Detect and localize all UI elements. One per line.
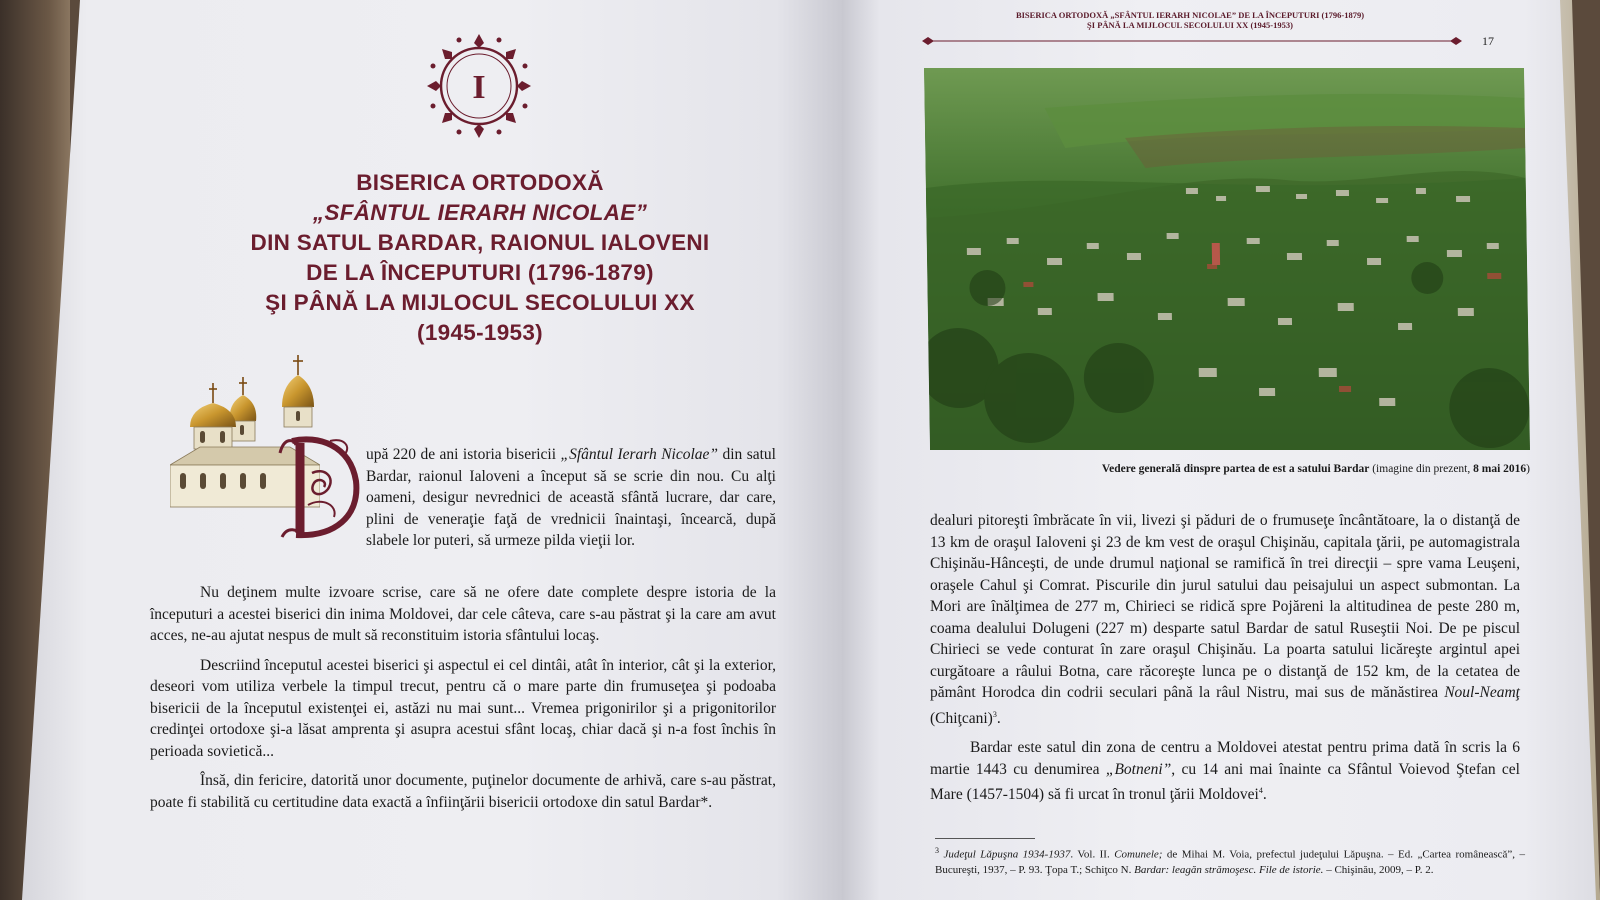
monastery-name: Noul-Neamţ <box>1444 684 1520 701</box>
title-line: DE LA ÎNCEPUTURI (1796-1879) <box>306 260 654 285</box>
paragraph-text: (Chiţcani) <box>930 709 993 727</box>
title-line: BISERICA ORTODOXĂ <box>356 170 604 195</box>
running-head-line: ŞI PÂNĂ LA MIJLOCUL SECOLULUI XX (1945-1953) <box>1087 20 1293 30</box>
page-number: 17 <box>1482 34 1494 48</box>
right-body <box>930 510 1520 806</box>
paragraph: Nu deţinem multe izvoare scrise, care să ne ofere date complete despre istoria de la începuturi a acestei biserici din inima Moldovei, dar cele câteva, care s-au păstrat şi la care am avut acces, ne-au ajutat nespus de mult să reconstituim istoria sfântului locaş. <box>150 584 776 644</box>
title-line: DIN SATUL BARDAR, RAIONUL IALOVENI <box>250 230 710 255</box>
caption-text: (imagine din prezent, <box>1369 463 1474 475</box>
paragraph-text: . <box>1262 786 1267 804</box>
church-name: „Sfântul Ierarh Nicolae” <box>560 446 719 463</box>
footnote-text: Bardar: leagăn strămoşesc. File de istorie. <box>1134 863 1324 876</box>
paragraph-text: , cu 14 ani mai înainte ca Sfântul Voievod Ştefan cel Mare (1457-1504) să fi urcat în tronul ţării Moldovei <box>930 760 1520 804</box>
drop-cap <box>278 433 362 543</box>
footnote-rule <box>935 838 1035 839</box>
intro-paragraph <box>366 444 776 552</box>
photo-caption <box>930 463 1530 475</box>
footnote <box>935 843 1525 878</box>
caption-date: 8 mai 2016 <box>1473 463 1527 475</box>
footnote-ref[interactable]: 3 <box>992 709 997 719</box>
footnote-text: Judeţul Lăpuşna 1934-1937 <box>943 848 1071 861</box>
chapter-emblem <box>423 30 535 142</box>
footnote-text: . Vol. II. <box>1070 848 1115 861</box>
running-head <box>960 10 1420 30</box>
paragraph <box>930 737 1520 806</box>
header-rule <box>922 36 1462 46</box>
running-head-line: BISERICA ORTODOXĂ „SFÂNTUL IERARH NICOLAE” DE LA ÎNCEPUTURI (1796-1879) <box>1015 10 1365 20</box>
intro-text: upă 220 de ani istoria bisericii <box>366 446 561 463</box>
footnote-text: de Mihai M. Voia, prefectul judeţului Lăpuşna. – Ed. „Cartea românească”, – Bucureşti, 1937, – P. 93. Ţopa T.; Schiţco N. <box>935 848 1525 876</box>
footnote-ref[interactable]: 4 <box>1258 786 1263 796</box>
paragraph-text: dealuri pitoreşti îmbrăcate în vii, livezi şi păduri de o frumuseţe încântătoare, la o distanţă de 13 km de oraşul Ialoveni şi 23 de km vest de oraşul Chişinău, capitala ţării, pe automagistrala Chişinău-Hânceşti, de unde drumul naţional se ramifică în trei direcţii – spre vama Leuşeni, oraşele Cahul şi Comrat. Piscurile din jurul satului dau peisajului un aspect submontan. La Mori are înălţimea de 277 m, Chirieci se ridică spre Pojăreni la altitudinea de peste 280 m, coama dealului Dolugeni (227 m) desparte satul Bardar de satul Ruseştii Noi. De pe piscul Chirieci se vede conturat în zare oraşul Chişinău. La poarta satului licăreşte argintul apei curgătoare a râului Botna, care răcoreşte lunca pe o distanţă de 152 km, de la cetatea de pământ Horodca din codrii seculari până la râul Nistru, mai sus de mănăstirea <box>930 512 1520 701</box>
paragraph: Descriind începutul acestei biserici şi aspectul ei cel dintâi, atât în interior, cât şi la exterior, deseori vom utiliza verbele la timpul trecut, pentru că o mare parte din frumuseţea şi podoaba bisericii de la începutul existenţei ei, astăzi nu mai sunt... Vremea prigonirilor şi a prigonitorilor credinţei ortodoxe şi-a lăsat amprenta şi asupra acestui sfânt locaş, chiar dacă şi n-a fost închis în perioada sovietică... <box>150 656 776 760</box>
caption-title: Vedere generală dinspre partea de est a satului Bardar <box>1101 463 1370 475</box>
title-line: „SFÂNTUL IERARH NICOLAE” <box>312 200 648 225</box>
title-line: (1945-1953) <box>417 320 543 345</box>
village-photo <box>924 68 1530 450</box>
footnote-number: 3 <box>935 846 939 855</box>
paragraph: Însă, din fericire, datorită unor documente, puţinelor documente de arhivă, care s-au păstrat, poate fi stabilită cu certitudine data exactă a înfiinţării bisericii ortodoxe din satul Bardar*. <box>150 772 776 811</box>
paragraph <box>930 510 1520 729</box>
paragraph-text: . <box>996 709 1001 727</box>
footnote-text: – Chişinău, 2009, – P. 2. <box>1323 863 1434 876</box>
footnote-text: Comunele; <box>1114 848 1163 861</box>
chapter-number: I <box>472 69 486 106</box>
intro-text: din satul Bardar, raionul Ialoveni a început să se scrie din nou. Cu alţi oameni, desigur nevrednici de această sfântă lucrare, dar care, plini de veneraţie faţă de vrednicii înaintaşi, încearcă, după slabele lor puteri, să urmeze pilda vieţii lor. <box>366 446 776 549</box>
paragraph-text: Bardar este satul din zona de centru a Moldovei atestat pentru prima dată în scris la 6 martie 1443 cu denumirea <box>930 739 1520 778</box>
chapter-title <box>150 168 810 348</box>
caption-end: ) <box>1526 463 1530 475</box>
title-line: ŞI PÂNĂ LA MIJLOCUL SECOLULUI XX <box>265 290 695 315</box>
historic-name: „Botneni” <box>1105 760 1172 778</box>
left-body <box>150 582 776 821</box>
